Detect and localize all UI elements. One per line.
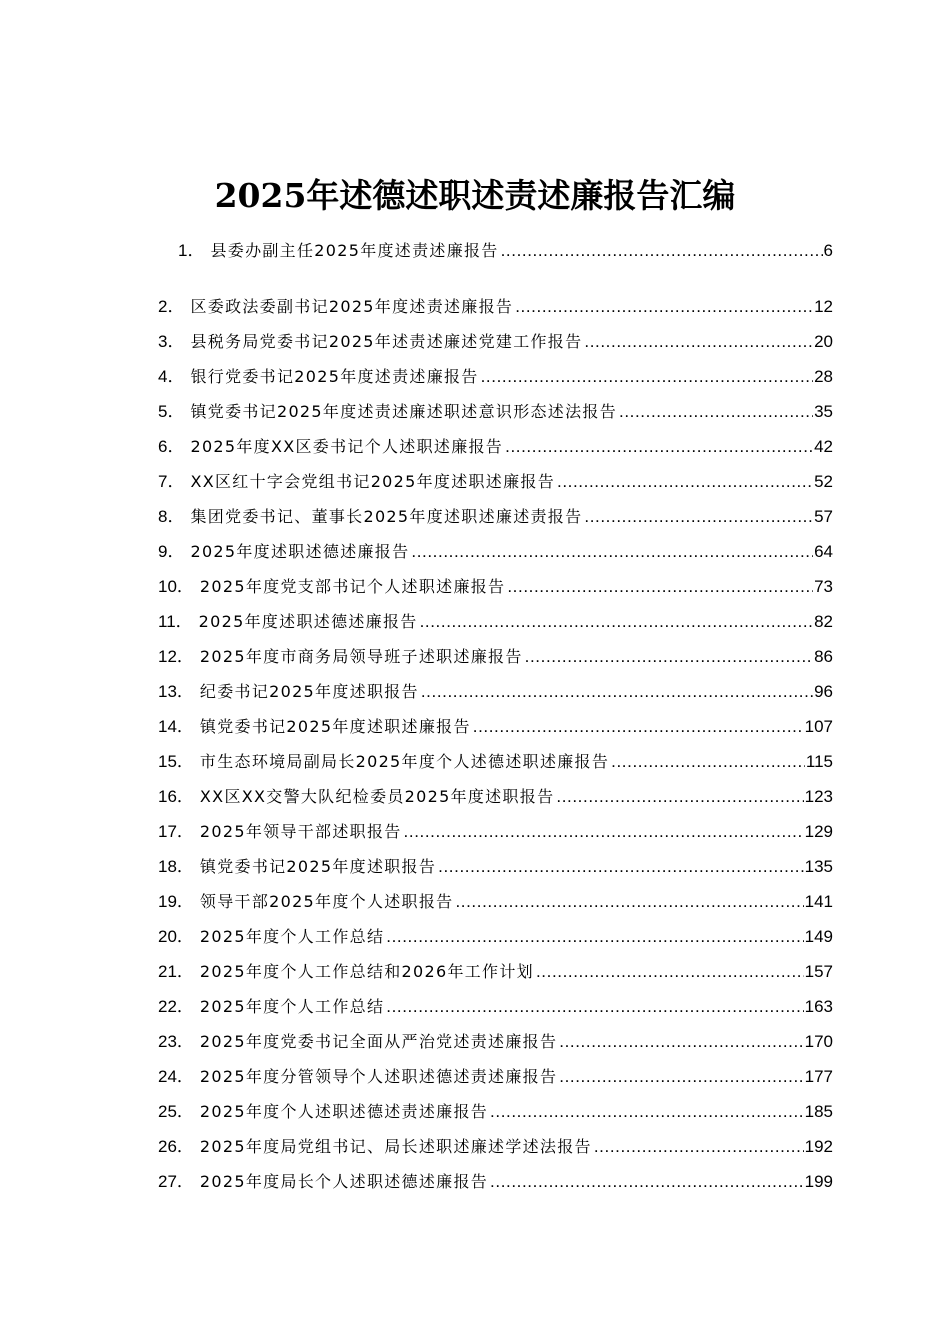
toc-entry-page: 177	[804, 1067, 833, 1086]
toc-leader-dots	[481, 359, 813, 394]
toc-entry-number: 22．	[158, 997, 194, 1016]
toc-entry[interactable]	[158, 1094, 833, 1129]
document-title: 2025年述德述职述责述廉报告汇编	[214, 176, 736, 215]
toc-entry-page: 52	[814, 472, 833, 491]
toc-leader-dots	[559, 1024, 803, 1059]
toc-entry-number: 26．	[158, 1137, 194, 1156]
toc-entry[interactable]	[158, 499, 833, 534]
toc-leader-dots	[619, 394, 813, 429]
toc-entry-title: 2025年度党支部书记个人述职述廉报告	[199, 577, 506, 596]
toc-leader-dots	[411, 534, 813, 569]
toc-entry-page: 86	[814, 647, 833, 666]
toc-entry-page: 82	[814, 612, 833, 631]
toc-entry[interactable]	[158, 1129, 833, 1164]
toc-entry-title: 2025年度市商务局领导班子述职述廉报告	[199, 647, 523, 666]
toc-entry-title: 县委办副主任2025年度述责述廉报告	[210, 241, 499, 260]
toc-entry-title: 2025年度个人工作总结和2026年工作计划	[199, 962, 534, 981]
toc-entry[interactable]	[158, 1164, 833, 1199]
toc-entry-title: 镇党委书记2025年度述职报告	[199, 857, 437, 876]
toc-entry-page: 107	[804, 717, 833, 736]
toc-entry-page: 42	[814, 437, 833, 456]
toc-entry[interactable]	[158, 464, 833, 499]
toc-leader-dots	[557, 464, 813, 499]
toc-entry-page: 73	[814, 577, 833, 596]
toc-leader-dots	[455, 884, 803, 919]
toc-entry-number: 20．	[158, 927, 194, 946]
toc-entry-number: 12．	[158, 647, 194, 666]
toc-entry-number: 24．	[158, 1067, 194, 1086]
toc-entry-title: 2025年度分管领导个人述职述德述责述廉报告	[199, 1067, 558, 1086]
toc-leader-dots	[584, 499, 813, 534]
toc-leader-dots	[473, 709, 804, 744]
toc-entry[interactable]	[158, 674, 833, 709]
toc-entry[interactable]	[158, 1024, 833, 1059]
toc-entry-page: 12	[814, 297, 833, 316]
toc-entry-page: 149	[804, 927, 833, 946]
toc-leader-dots	[559, 1059, 803, 1094]
toc-entry-number: 21．	[158, 962, 194, 981]
toc-entry-number: 10．	[158, 577, 194, 596]
toc-leader-dots	[404, 814, 804, 849]
toc-leader-dots	[421, 674, 813, 709]
toc-entry-title: 2025年度述职述德述廉报告	[198, 612, 418, 631]
toc-entry-title: 2025年度局长个人述职述德述廉报告	[199, 1172, 489, 1191]
toc-entry-title: 领导干部2025年度个人述职报告	[199, 892, 454, 911]
toc-entry[interactable]	[158, 709, 833, 744]
toc-leader-dots	[594, 1129, 804, 1164]
toc-leader-dots	[556, 779, 803, 814]
toc-entry[interactable]	[158, 289, 833, 324]
toc-entry[interactable]	[158, 1059, 833, 1094]
toc-entry-number: 18．	[158, 857, 194, 876]
toc-entry-number: 15．	[158, 752, 194, 771]
toc-entry-title: 市生态环境局副局长2025年度个人述德述职述廉报告	[199, 752, 610, 771]
toc-entry-title: 2025年度个人工作总结	[199, 927, 385, 946]
toc-entry-page: 6	[823, 241, 833, 260]
toc-entry-number: 11．	[158, 612, 193, 631]
toc-entry-title: 镇党委书记2025年度述责述廉述职述意识形态述法报告	[190, 402, 617, 421]
toc-entry-page: 135	[804, 857, 833, 876]
table-of-contents	[158, 233, 833, 1199]
toc-leader-dots	[611, 744, 805, 779]
toc-entry-title: 县税务局党委书记2025年述责述廉述党建工作报告	[190, 332, 583, 351]
toc-entry-title: 纪委书记2025年度述职报告	[199, 682, 419, 701]
toc-entry[interactable]	[158, 954, 833, 989]
toc-leader-dots	[386, 989, 803, 1024]
toc-entry[interactable]	[158, 429, 833, 464]
toc-entry-page: 123	[804, 787, 833, 806]
toc-entry[interactable]	[158, 779, 833, 814]
toc-entry-title: 2025年度XX区委书记个人述职述廉报告	[190, 437, 504, 456]
toc-entry-number: 7．	[158, 472, 185, 491]
toc-entry-number: 5．	[158, 402, 185, 421]
toc-entry-page: 96	[814, 682, 833, 701]
toc-entry-page: 20	[814, 332, 833, 351]
toc-entry-page: 141	[804, 892, 833, 911]
toc-entry-title: 2025年度个人述职述德述责述廉报告	[199, 1102, 489, 1121]
toc-entry-page: 199	[804, 1172, 833, 1191]
toc-entry[interactable]	[158, 569, 833, 604]
toc-entry[interactable]	[158, 394, 833, 429]
toc-entry[interactable]	[158, 639, 833, 674]
toc-entry-title: 2025年度局党组书记、局长述职述廉述学述法报告	[199, 1137, 592, 1156]
toc-entry-page: 115	[805, 752, 833, 771]
toc-leader-dots	[490, 1164, 804, 1199]
toc-entry-number: 4．	[158, 367, 185, 386]
toc-entry[interactable]	[158, 324, 833, 359]
toc-entry[interactable]	[158, 233, 833, 269]
toc-entry-number: 27．	[158, 1172, 194, 1191]
toc-entry-title: 集团党委书记、董事长2025年度述职述廉述责报告	[190, 507, 583, 526]
toc-entry[interactable]	[158, 604, 833, 639]
toc-leader-dots	[505, 429, 813, 464]
toc-entry-number: 19．	[158, 892, 194, 911]
toc-entry-title: XX区红十字会党组书记2025年度述职述廉报告	[190, 472, 556, 491]
toc-leader-dots	[515, 289, 813, 324]
toc-leader-dots	[420, 604, 814, 639]
toc-entry-title: 2025年度个人工作总结	[199, 997, 385, 1016]
toc-entry-number: 13．	[158, 682, 194, 701]
toc-entry-page: 57	[814, 507, 833, 526]
toc-entry-page: 64	[814, 542, 833, 561]
toc-leader-dots	[490, 1094, 804, 1129]
toc-entry[interactable]	[158, 884, 833, 919]
toc-entry-number: 25．	[158, 1102, 194, 1121]
toc-entry-number: 16．	[158, 787, 194, 806]
toc-entry-title: 2025年领导干部述职报告	[199, 822, 402, 841]
toc-entry-page: 129	[804, 822, 833, 841]
toc-entry-title: 银行党委书记2025年度述责述廉报告	[190, 367, 479, 386]
toc-entry-number: 8．	[158, 507, 185, 526]
toc-entry-page: 170	[804, 1032, 833, 1051]
toc-entry-page: 35	[814, 402, 833, 421]
toc-entry-number: 17．	[158, 822, 194, 841]
toc-leader-dots	[525, 639, 813, 674]
toc-entry[interactable]	[158, 814, 833, 849]
toc-leader-dots	[507, 569, 813, 604]
toc-entry-number: 14．	[158, 717, 194, 736]
toc-entry-page: 192	[804, 1137, 833, 1156]
toc-entry-title: 区委政法委副书记2025年度述责述廉报告	[190, 297, 514, 316]
toc-entry-number: 1．	[178, 241, 205, 260]
toc-entry-title: 2025年度述职述德述廉报告	[190, 542, 410, 561]
toc-entry[interactable]	[158, 989, 833, 1024]
toc-entry[interactable]	[158, 744, 833, 779]
toc-entry-page: 157	[804, 962, 833, 981]
toc-entry[interactable]	[158, 919, 833, 954]
toc-entry[interactable]	[158, 534, 833, 569]
toc-entry-number: 9．	[158, 542, 185, 561]
toc-entry-number: 3．	[158, 332, 185, 351]
toc-entry-number: 2．	[158, 297, 185, 316]
toc-entry[interactable]	[158, 849, 833, 884]
toc-leader-dots	[584, 324, 813, 359]
toc-entry-title: 镇党委书记2025年度述职述廉报告	[199, 717, 471, 736]
toc-entry[interactable]	[158, 359, 833, 394]
toc-entry-title: XX区XX交警大队纪检委员2025年度述职报告	[199, 787, 555, 806]
toc-leader-dots	[438, 849, 803, 884]
toc-entry-number: 6．	[158, 437, 185, 456]
toc-entry-page: 163	[804, 997, 833, 1016]
toc-entry-page: 185	[804, 1102, 833, 1121]
toc-leader-dots	[501, 233, 823, 269]
toc-entry-number: 23．	[158, 1032, 194, 1051]
toc-entry-title: 2025年度党委书记全面从严治党述责述廉报告	[199, 1032, 558, 1051]
toc-entry-page: 28	[814, 367, 833, 386]
toc-leader-dots	[386, 919, 803, 954]
toc-leader-dots	[536, 954, 804, 989]
